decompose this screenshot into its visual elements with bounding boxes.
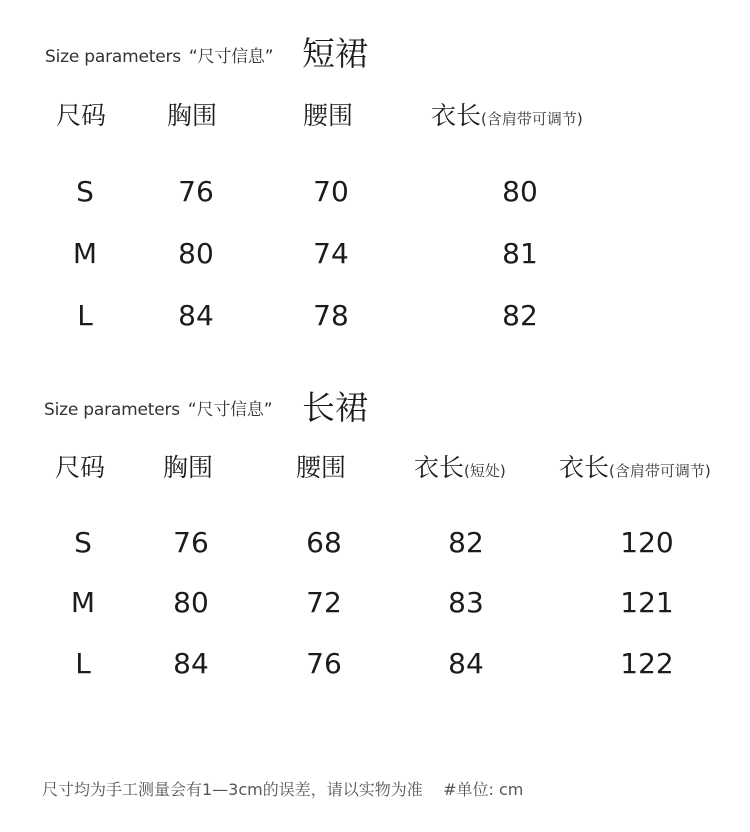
long-row-l-size: L [75,647,91,680]
measurement-footnote: 尺寸均为手工测量会有1—3cm的误差，请以实物为准 #单位: cm [42,780,524,799]
short-header-length-note: (含肩带可调节) [481,110,583,128]
long-header-length-full-note: (含肩带可调节) [609,462,711,480]
long-row-s-length-short: 82 [448,526,484,559]
short-row-m-waist: 74 [313,237,349,270]
short-skirt-title-quote: “尺寸信息” [188,47,274,67]
short-header-length-label: 衣长 [431,101,482,130]
long-row-l-bust: 84 [173,647,209,680]
short-row-m-length: 81 [502,237,538,270]
short-header-size: 尺码 [56,101,107,130]
short-row-s-length: 80 [502,175,538,208]
long-skirt-section-title [44,395,272,420]
short-row-l-length: 82 [502,299,538,332]
short-row-s-bust: 76 [178,175,214,208]
long-header-bust: 胸围 [163,453,214,482]
short-row-m-size: M [72,237,98,270]
long-row-s-size: S [74,526,92,559]
long-row-m-bust: 80 [173,586,209,619]
long-header-waist: 腰围 [296,453,347,482]
long-header-length-full [559,448,711,484]
long-skirt-title-quote: “尺寸信息” [187,400,273,420]
long-row-m-length-full: 121 [620,586,674,619]
long-row-s-length-full: 120 [620,526,674,559]
short-header-length [431,96,583,132]
short-skirt-section-title [45,42,273,67]
short-row-l-bust: 84 [178,299,214,332]
long-header-length-short-note: (短处) [464,462,506,480]
long-header-length-full-label: 衣长 [559,453,610,482]
long-row-s-waist: 68 [306,526,342,559]
long-row-m-size: M [70,586,96,619]
long-skirt-title-en: Size parameters [44,400,180,420]
long-row-m-length-short: 83 [448,586,484,619]
short-row-s-waist: 70 [313,175,349,208]
long-skirt-title: 长裙 [302,388,368,427]
short-header-bust: 胸围 [167,101,218,130]
short-row-l-waist: 78 [313,299,349,332]
long-row-l-length-short: 84 [448,647,484,680]
long-header-length-short-label: 衣长 [414,453,465,482]
short-row-m-bust: 80 [178,237,214,270]
long-row-s-bust: 76 [173,526,209,559]
long-row-l-length-full: 122 [620,647,674,680]
long-header-length-short [414,448,506,484]
short-row-l-size: L [77,299,93,332]
long-row-l-waist: 76 [306,647,342,680]
short-skirt-title-en: Size parameters [45,47,181,67]
short-skirt-title: 短裙 [302,34,368,73]
long-header-size: 尺码 [55,453,106,482]
short-row-s-size: S [76,175,94,208]
long-row-m-waist: 72 [306,586,342,619]
short-header-waist: 腰围 [303,101,354,130]
